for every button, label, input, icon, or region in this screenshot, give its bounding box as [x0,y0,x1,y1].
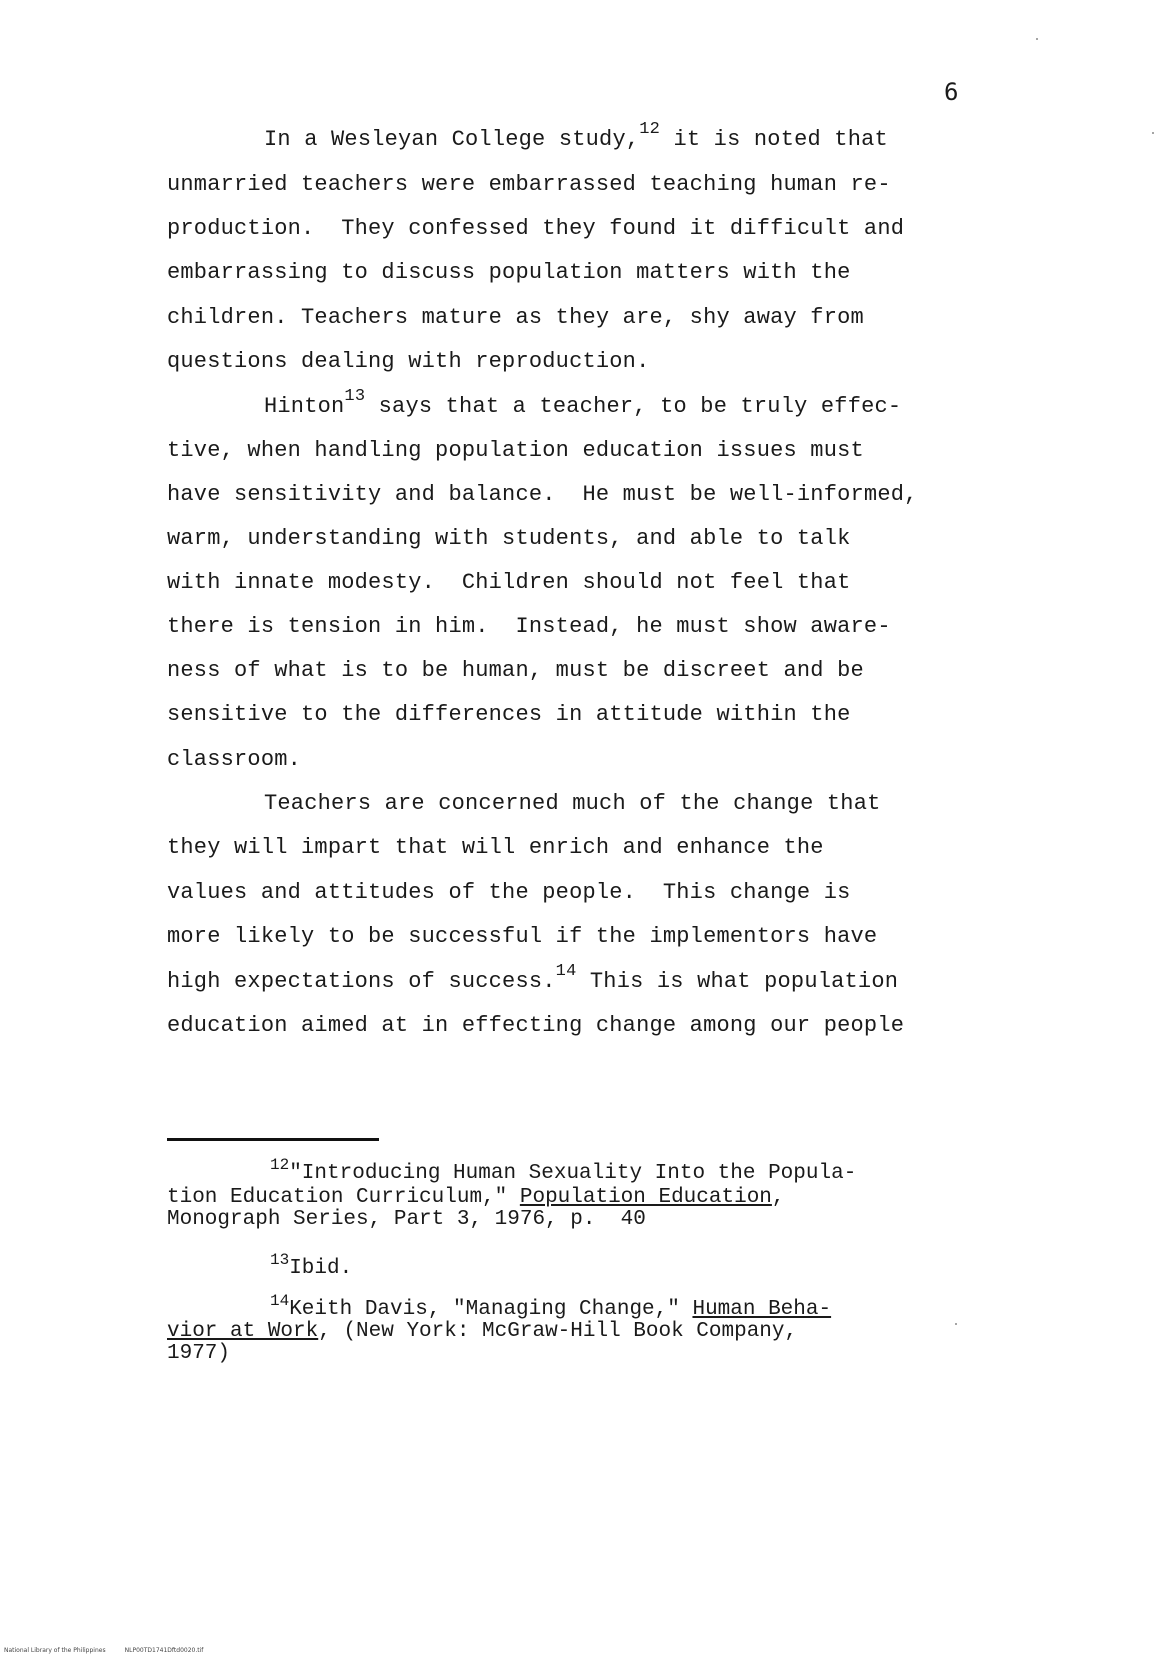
para3-line-6: education aimed at in effecting change among our people [167,1013,905,1038]
para3-line-3: values and attitudes of the people. This change is [167,880,851,905]
text-run: Hinton [264,394,345,419]
footnote-ref-13: 13 [344,387,366,406]
text-run: , [771,1186,785,1209]
publication-title: Population Education [519,1186,772,1209]
text-run: tion Education Curriculum," [167,1186,520,1209]
para1-line-2: unmarried teachers were embarrassed teaching human re- [167,172,891,197]
para3-line-2: they will impart that will enrich and enhance the [167,835,824,860]
scan-speck [1152,132,1154,134]
para3-line-4: more likely to be successful if the implementors have [167,924,878,949]
footnote-13 [270,1251,353,1280]
text-run: it is noted that [660,127,888,152]
text-run: "Introducing Human Sexuality Into the Popula- [289,1162,857,1185]
para1-line-6: questions dealing with reproduction. [167,349,650,374]
footnote-number: 14 [270,1292,290,1310]
scan-footer [4,1647,203,1654]
para2-line-4: warm, understanding with students, and able to talk [167,526,851,551]
footnote-12-line-2 [167,1187,785,1209]
para2-line-5: with innate modesty. Children should not feel that [167,570,851,595]
book-title: vior at Work [167,1320,319,1343]
footnote-12-line-3: Monograph Series, Part 3, 1976, p. 40 [167,1208,646,1231]
para2-line-8: sensitive to the differences in attitude within the [167,702,851,727]
scan-speck [1036,38,1038,40]
para1-line-3: production. They confessed they found it difficult and [167,216,905,241]
para1-line-4: embarrassing to discuss population matters with the [167,260,851,285]
footnote-number: 13 [270,1251,290,1269]
footnote-14-line-2 [167,1321,797,1343]
para2-line-9: classroom. [167,747,302,772]
para2-line-6: there is tension in him. Instead, he must show aware- [167,614,891,639]
library-credit: National Library of the Philippines [4,1647,106,1654]
text-run: In a Wesleyan College study, [264,127,640,152]
footnote-14-line-1 [270,1292,832,1321]
para2-line-3: have sensitivity and balance. He must be well-informed, [167,482,918,507]
para2-line-7: ness of what is to be human, must be discreet and be [167,658,864,683]
page-number: 6 [944,78,959,106]
para3-line-1: Teachers are concerned much of the change that [264,791,881,816]
footnote-separator-rule [167,1138,379,1141]
para2-line-1 [264,387,902,424]
text-run: Ibid. [289,1257,353,1280]
text-run: , (New York: McGraw-Hill Book Company, [318,1320,798,1343]
text-run: Keith Davis, "Managing Change," [289,1298,693,1321]
text-run: says that a teacher, to be truly effec- [365,394,902,419]
para1-line-1 [264,120,888,157]
text-run: This is what population [576,969,899,994]
footnote-ref-14: 14 [555,962,577,981]
footnote-ref-12: 12 [639,120,661,139]
footnote-12-line-1 [270,1156,857,1185]
para1-line-5: children. Teachers mature as they are, shy away from [167,305,864,330]
footnote-14-line-3: 1977) [167,1342,231,1365]
scan-filename: NLP00TD1741Dftd0020.tif [124,1647,204,1654]
footnote-number: 12 [270,1156,290,1174]
book-title: Human Beha- [692,1298,832,1321]
scan-speck [955,1323,957,1325]
para3-line-5 [167,962,899,999]
text-run: high expectations of success. [167,969,556,994]
para2-line-2: tive, when handling population education issues must [167,438,864,463]
